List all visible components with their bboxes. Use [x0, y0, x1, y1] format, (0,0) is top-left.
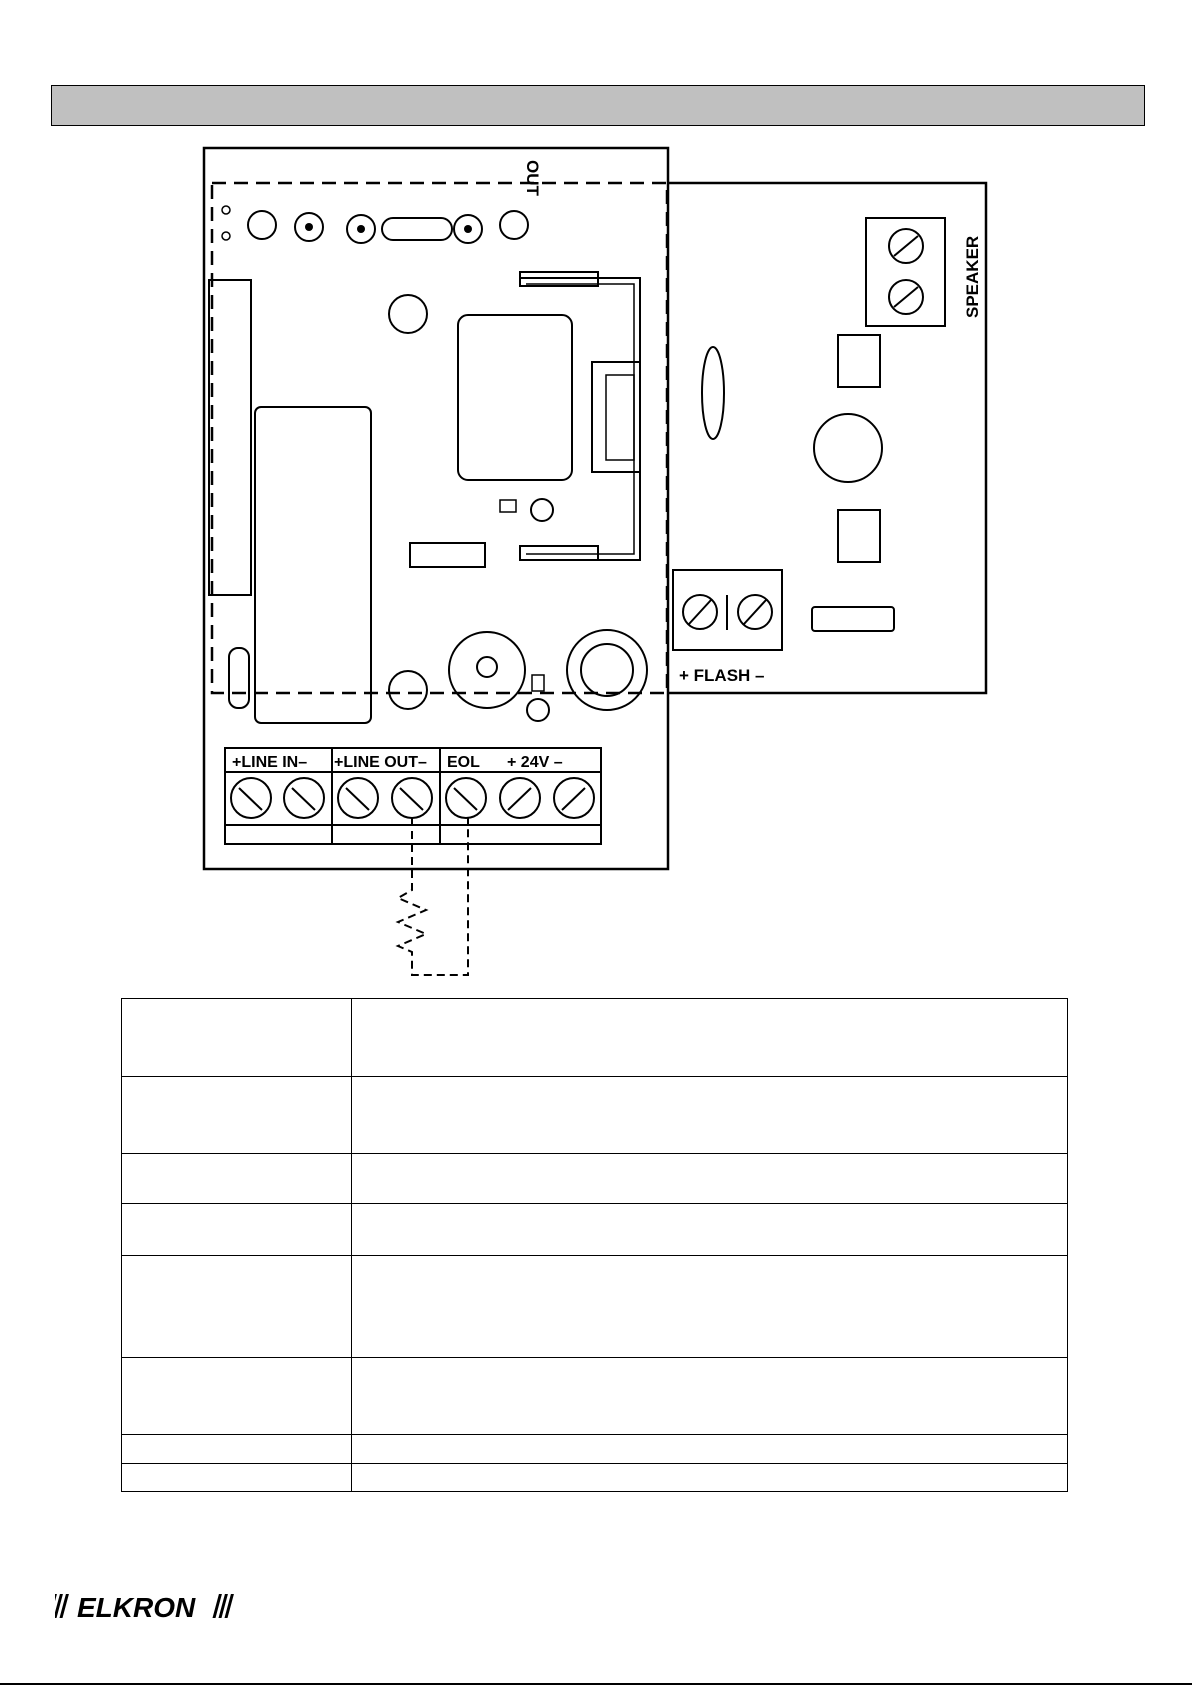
- table-row: [122, 1077, 1068, 1154]
- table-row: [122, 1154, 1068, 1204]
- label-line-out: +LINE OUT–: [334, 754, 427, 771]
- label-speaker: SPEAKER: [963, 235, 982, 318]
- label-flash: + FLASH –: [679, 666, 765, 685]
- elkron-logo: [55, 1590, 240, 1622]
- label-power: + 24V –: [507, 754, 563, 771]
- label-line-in: +LINE IN–: [232, 754, 308, 771]
- table-row: [122, 1435, 1068, 1464]
- module-block: [255, 407, 371, 723]
- transformer: [458, 315, 572, 480]
- spec-table: [121, 998, 1068, 1492]
- svg-text:ELKRON: ELKRON: [77, 1592, 196, 1622]
- label-out: OUT: [523, 160, 542, 196]
- table-row: [122, 1204, 1068, 1256]
- table-row: [122, 1358, 1068, 1435]
- side-strip: [209, 280, 251, 595]
- table-row: [122, 999, 1068, 1077]
- board-dashed-area: [212, 183, 667, 693]
- eol-resistor: [398, 818, 468, 975]
- label-eol: EOL: [447, 754, 480, 771]
- table-row: [122, 1256, 1068, 1358]
- table-row: [122, 1464, 1068, 1492]
